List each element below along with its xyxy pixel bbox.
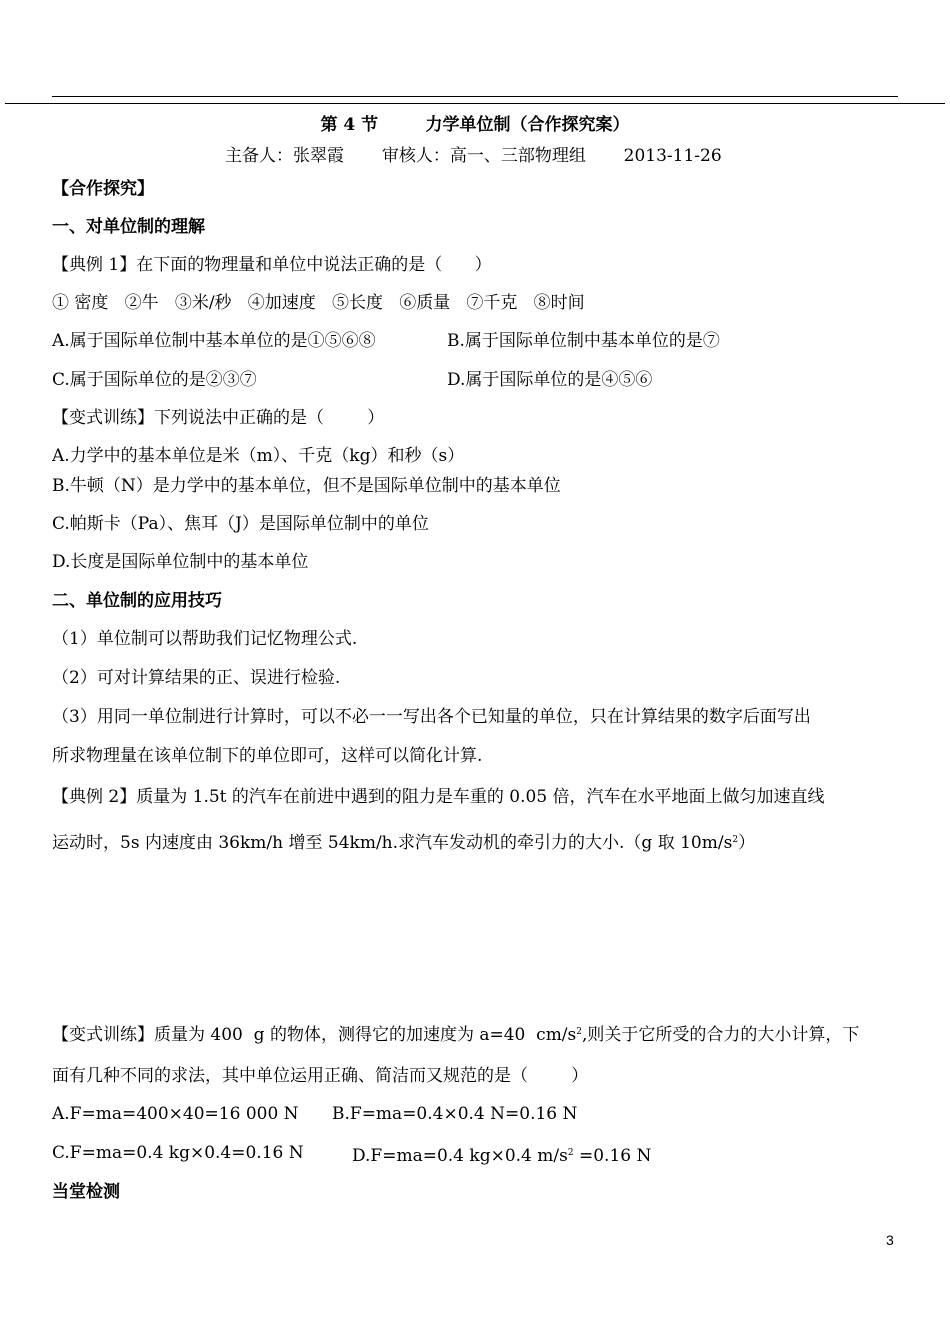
example-1-option-b: B.属于国际单位制中基本单位的是⑦	[447, 331, 720, 351]
variant-2-line-1	[52, 1021, 859, 1046]
tip-2: （2）可对计算结果的正、误进行检验.	[52, 668, 341, 688]
superscript: 2	[732, 835, 739, 845]
variant-2-option-a: A.F=ma=400×40=16 000 N	[52, 1104, 299, 1124]
example-1-option-a: A.属于国际单位制中基本单位的是①⑤⑥⑧	[52, 331, 376, 351]
example-2-text: 运动时，5s 内速度由 36km/h 增至 54km/h.求汽车发动机的牵引力的大小.（g 取 10m/s	[52, 833, 733, 853]
section-2-heading: 二、单位制的应用技巧	[52, 591, 222, 611]
header-rule	[52, 96, 898, 97]
example-2-line-2	[52, 829, 755, 854]
variant-1-option-a: A.力学中的基本单位是米（m）、千克（kg）和秒（s）	[52, 446, 465, 466]
variant-1-option-d: D.长度是国际单位制中的基本单位	[52, 552, 309, 572]
superscript: 2	[567, 1148, 574, 1158]
variant-1-option-b: B.牛顿（N）是力学中的基本单位，但不是国际单位制中的基本单位	[52, 476, 561, 496]
example-1-items: ① 密度 ②牛 ③米/秒 ④加速度 ⑤长度 ⑥质量 ⑦千克 ⑧时间	[52, 293, 585, 313]
tip-3-line-2: 所求物理量在该单位制下的单位即可，这样可以简化计算.	[52, 746, 483, 766]
variant-2-text: 【变式训练】质量为 400 g 的物体，测得它的加速度为 a=40 cm/s	[52, 1025, 577, 1045]
variant-2-option-d	[352, 1142, 651, 1167]
page-number: 3	[886, 1232, 894, 1248]
example-2-line-1: 【典例 2】质量为 1.5t 的汽车在前进中遇到的阻力是车重的 0.05 倍，汽车在水平地面上做匀加速直线	[52, 787, 825, 807]
tip-1: （1）单位制可以帮助我们记忆物理公式.	[52, 629, 358, 649]
variant-1-question: 【变式训练】下列说法中正确的是（ ）	[52, 408, 385, 428]
tip-3-line-1: （3）用同一单位制进行计算时，可以不必一一写出各个已知量的单位，只在计算结果的数字后面写出	[52, 707, 811, 727]
superscript: 2	[576, 1027, 582, 1037]
variant-2-text-tail: ,则关于它所受的合力的大小计算，下	[582, 1025, 860, 1045]
header-rule-long	[5, 103, 945, 104]
option-d-tail: =0.16 N	[573, 1146, 652, 1166]
section-1-heading: 一、对单位制的理解	[52, 217, 205, 237]
page-title: 第 4 节 力学单位制（合作探究案）	[320, 115, 630, 135]
variant-2-option-c: C.F=ma=0.4 kg×0.4=0.16 N	[52, 1143, 304, 1163]
author-line: 主备人：张翠霞 审核人：高一、三部物理组 2013-11-26	[225, 146, 722, 166]
option-d-text: D.F=ma=0.4 kg×0.4 m/s	[352, 1146, 568, 1166]
variant-1-option-c: C.帕斯卡（Pa）、焦耳（J）是国际单位制中的单位	[52, 514, 429, 534]
example-1-option-d: D.属于国际单位的是④⑤⑥	[447, 370, 653, 390]
variant-2-line-2: 面有几种不同的求法，其中单位运用正确、简洁而又规范的是（ ）	[52, 1066, 589, 1086]
section-coop: 【合作探究】	[52, 179, 154, 199]
variant-2-option-b: B.F=ma=0.4×0.4 N=0.16 N	[332, 1104, 578, 1124]
example-2-close: ）	[738, 833, 756, 853]
example-1-question: 【典例 1】在下面的物理量和单位中说法正确的是（ ）	[52, 255, 492, 275]
in-class-check-heading: 当堂检测	[52, 1182, 120, 1202]
example-1-option-c: C.属于国际单位的是②③⑦	[52, 370, 257, 390]
